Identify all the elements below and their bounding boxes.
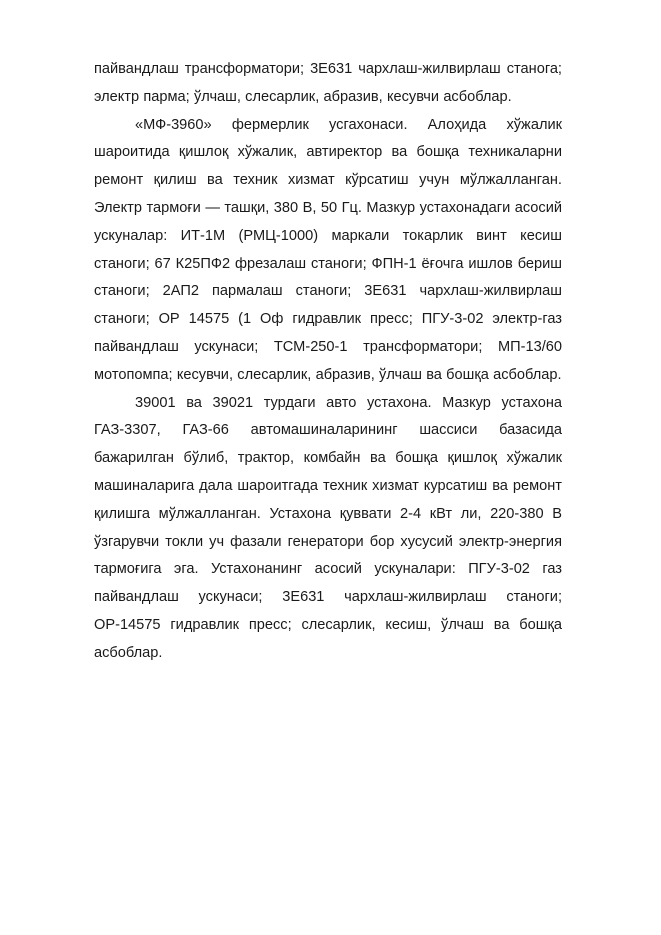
paragraph-mobile-auto-workshop: 39001 ва 39021 турдаги авто устахона. Мазкур устахона ГАЗ-3307, ГАЗ-66 автомашиналарининг шассиси базасида бажарилган бўлиб, трактор, комбайн ва бошқа қишлоқ хўжалик машиналарига дала шароитгада техник хизмат курсатиш ва ремонт қилишга мўлжалланган. Устахона қуввати 2-4 кВт ли, 220-380 В ўзгарувчи токли уч фазали генератори бор хусусий электр-энергия тармоғига эга. Устахонанинг асосий ускуналари: ПГУ-3-02 газ пайвандлаш ускунаси; 3Е631 чархлаш-жилвирлаш станоги; ОР-14575 гидравлик пресс; слесарлик, кесиш, ўлчаш ва бошқа асбоблар.: [94, 394, 562, 661]
paragraph-mf-3960-workshop: «МФ-3960» фермерлик усгахонаси. Алоҳида хўжалик шароитида қишлоқ хўжалик, автиректор ва бошқа техникаларни ремонт қилиш ва техник хизмат кўрсатиш учун мўлжалланган. Электр тармоғи — ташқи, 380 В, 50 Гц. Мазкур устахонадаги асосий ускуналар: ИТ-1М (РМЦ-1000) маркали токарлик винт кесиш станоги; 67 К25ПФ2 фрезалаш станоги; ФПН-1 ёғочга ишлов бериш станоги; 2АП2 пармалаш станоги; 3Е631 чархлаш-жилвирлаш станоги; ОР 14575 (1 Оф гидравлик пресс; ПГУ-3-02 электр-газ пайвандлаш ускунаси; ТСМ-250-1 трансформатори; МП-13/60 мотопомпа; кесувчи, слесарлик, абразив, ўлчаш ва бошқа асбоблар.: [94, 116, 562, 383]
page-content: [94, 56, 562, 668]
paragraph-continuation: пайвандлаш трансформатори; 3Е631 чархлаш-жилвирлаш станога; электр парма; ўлчаш, слесарлик, абразив, кесувчи асбоблар.: [94, 61, 562, 105]
